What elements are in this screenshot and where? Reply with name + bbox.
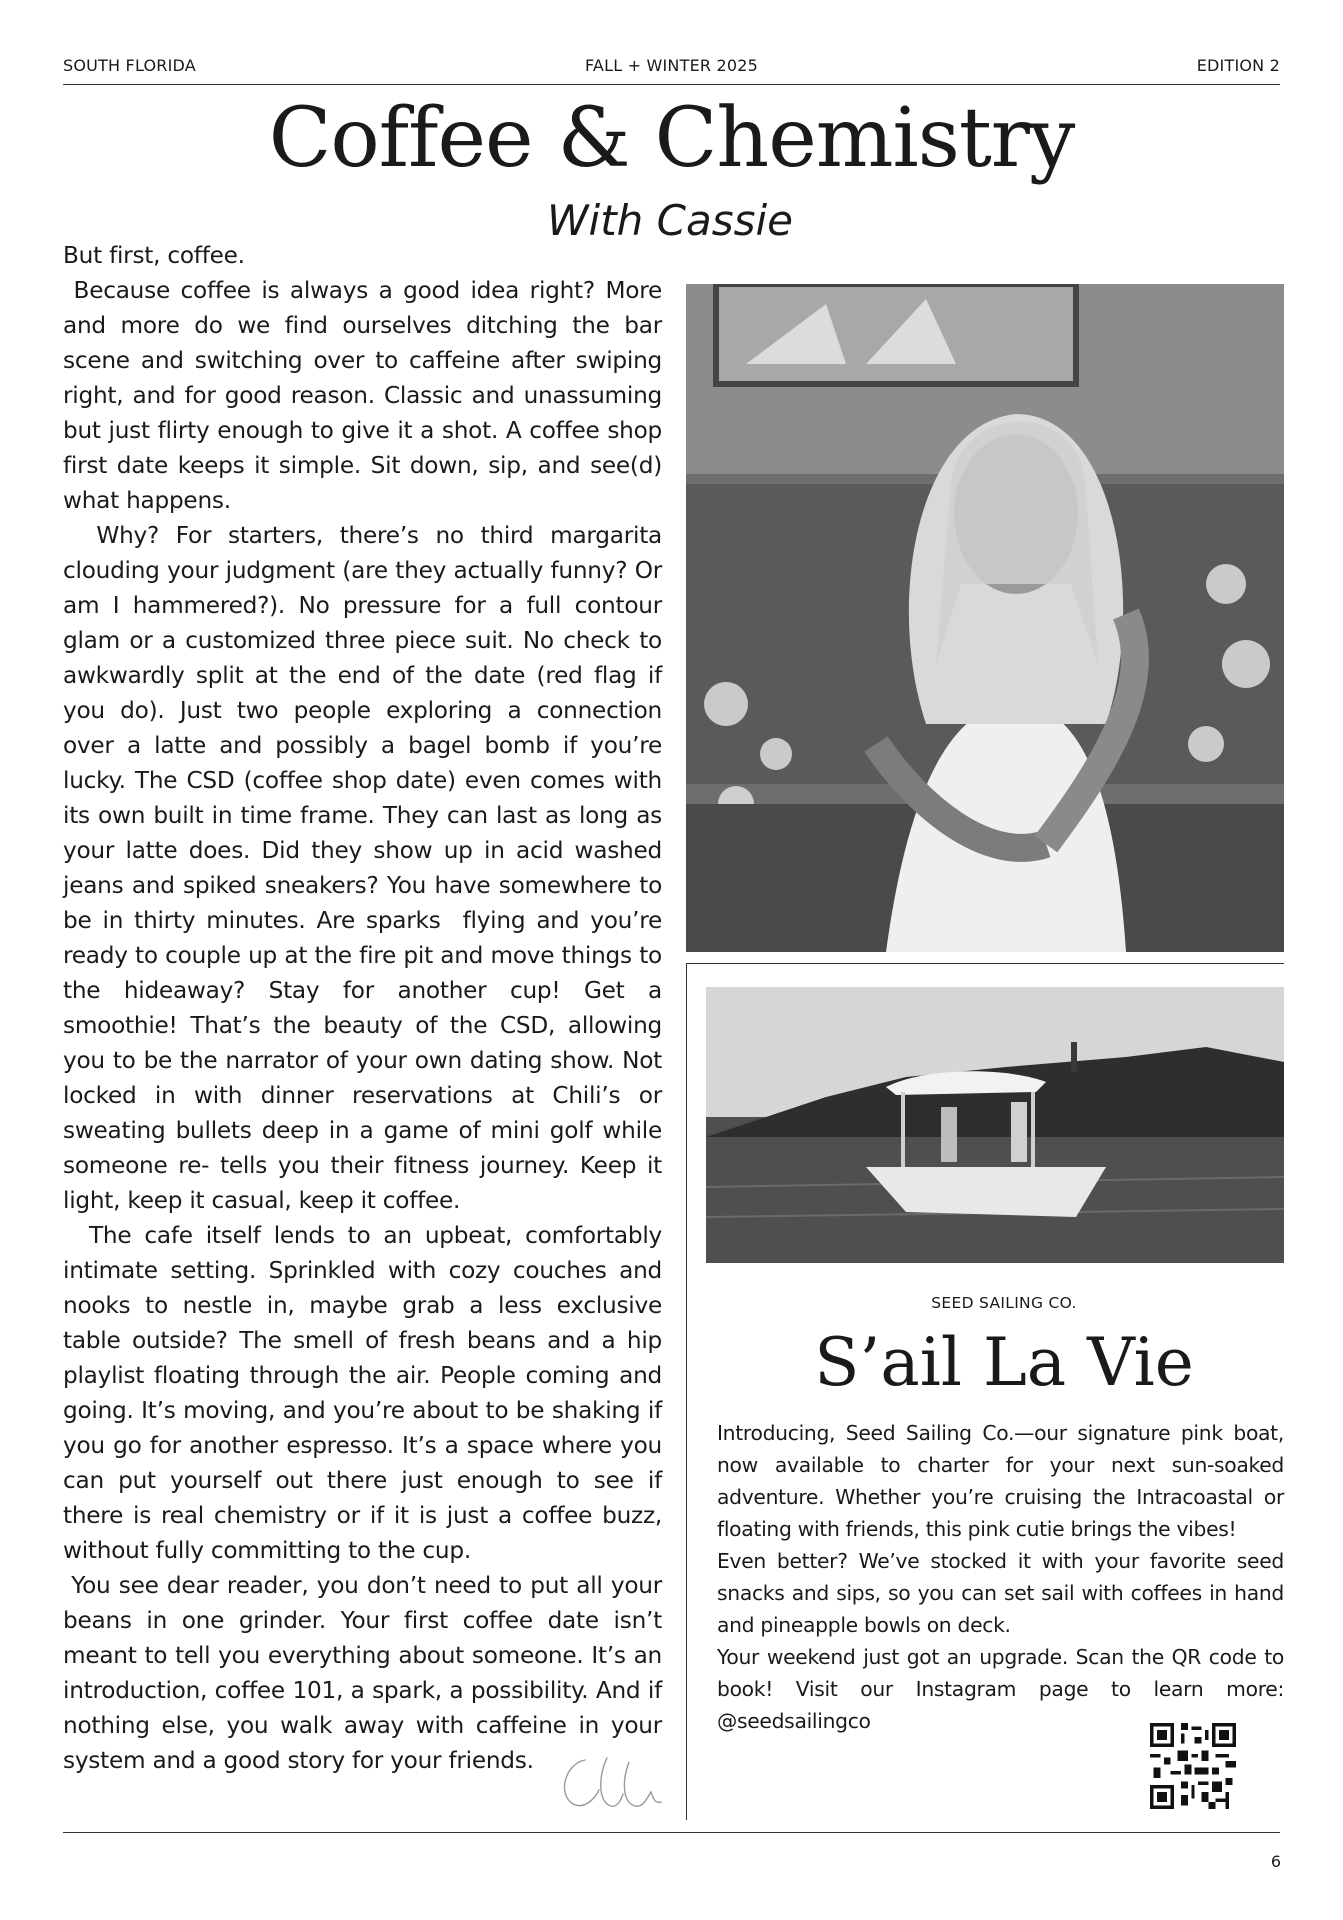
ad-paragraph: Introducing, Seed Sailing Co.—our signature pink boat, now available to charter for your next sun-soaked adventure. Whether you’re cruising the Intracoastal or floating with friends, this pink cutie brings the vibes! bbox=[717, 1421, 1284, 1541]
ad-title: S’ail La Vie bbox=[814, 1324, 1194, 1401]
header-region: SOUTH FLORIDA bbox=[63, 56, 196, 75]
article-body bbox=[63, 238, 662, 1778]
ad-paragraph: Your weekend just got an upgrade. Scan the QR code to book! Visit our Instagram page to learn more: @seedsailingco bbox=[717, 1645, 1284, 1733]
header-season: FALL + WINTER 2025 bbox=[585, 56, 758, 75]
ad-paragraph: Even better? We’ve stocked it with your favorite seed snacks and sips, so you can set sail with coffees in hand and pineapple bowls on deck. bbox=[717, 1549, 1284, 1637]
boat-photo bbox=[706, 987, 1284, 1263]
article-paragraph: Because coffee is always a good idea right? More and more do we find ourselves ditching the bar scene and switching over to caffeine after swiping right, and for good reason. Classic and unassuming but just flirty enough to give it a shot. A coffee shop first date keeps it simple. Sit down, sip, and see(d) what happens. bbox=[63, 277, 662, 514]
article-paragraph: Why? For starters, there’s no third margarita clouding your judgment (are they actually funny? Or am I hammered?). No pressure for a full contour glam or a customized three piece suit. No check to awkwardly split at the end of the date (red flag if you do). Just two people exploring a connection over a latte and possibly a bagel bomb if you’re lucky. The CSD (coffee shop date) even comes with its own built in time frame. They can last as long as your latte does. Did they show up in acid washed jeans and spiked sneakers? You have somewhere to be in thirty minutes. Are sparks flying and you’re ready to couple up at the fire pit and move things to the hideaway? Stay for another cup! Get a smoothie! That’s the beauty of the CSD, allowing you to be the narrator of your own dating show. Not locked in with dinner reservations at Chili’s or sweating bullets deep in a game of mini golf while someone re- tells you their fitness journey. Keep it light, keep it casual, keep it coffee. bbox=[63, 522, 662, 1214]
qr-code-icon[interactable] bbox=[1150, 1723, 1236, 1809]
portrait-photo bbox=[686, 284, 1284, 952]
article-paragraph: You see dear reader, you don’t need to put all your beans in one grinder. Your first coffee date isn’t meant to tell you everything about someone. It’s an introduction, coffee 101, a spark, a possibility. And if nothing else, you walk away with caffeine in your system and a good story for your friends. bbox=[63, 1572, 662, 1774]
header-divider bbox=[63, 84, 1280, 85]
article-paragraph: The cafe itself lends to an upbeat, comfortably intimate setting. Sprinkled with cozy couches and nooks to nestle in, maybe grab a less exclusive table outside? The smell of fresh beans and a hip playlist floating through the air. People coming and going. It’s moving, and you’re about to be shaking if you go for another espresso. It’s a space where you can put yourself out there just enough to see if there is real chemistry or if it is just a coffee buzz, without fully committing to the cup. bbox=[63, 1222, 662, 1564]
article-paragraph: But first, coffee. bbox=[63, 242, 245, 269]
article-subtitle: With Cassie bbox=[547, 196, 793, 245]
signature-scribble bbox=[555, 1750, 667, 1814]
footer-divider bbox=[63, 1832, 1280, 1833]
ad-body bbox=[717, 1417, 1284, 1737]
header-edition: EDITION 2 bbox=[1196, 56, 1280, 75]
article-title: Coffee & Chemistry bbox=[268, 91, 1075, 186]
page-number: 6 bbox=[1270, 1852, 1281, 1871]
ad-kicker: SEED SAILING CO. bbox=[931, 1294, 1077, 1312]
ad-box-top-border bbox=[686, 963, 1284, 964]
